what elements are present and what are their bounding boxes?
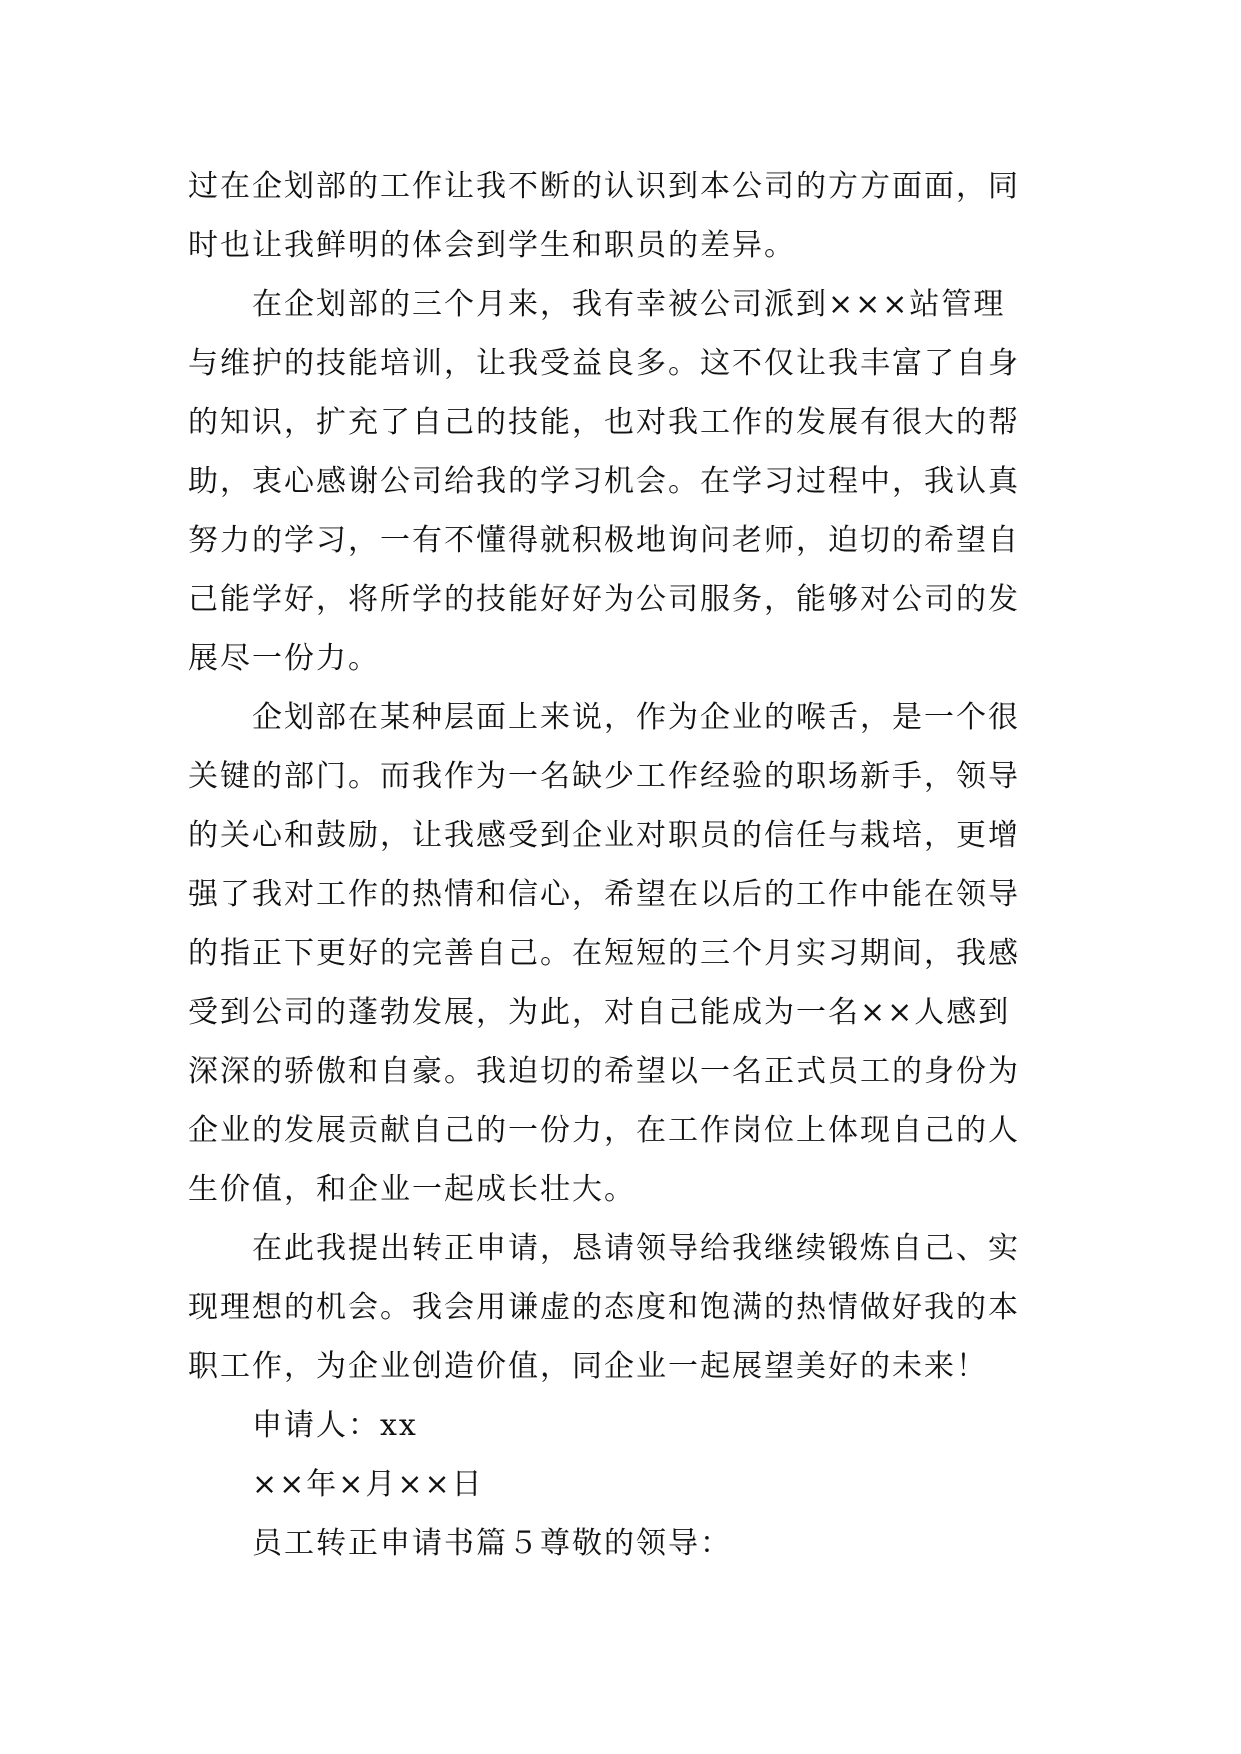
date-line: ××年×月××日 [252, 1467, 484, 1502]
paragraph-4 [188, 1219, 1058, 1396]
text-line: 企划部在某种层面上来说，作为企业的喉舌，是一个很 [252, 700, 1020, 735]
text-line: 企业的发展贡献自己的一份力，在工作岗位上体现自己的人 [188, 1113, 1020, 1148]
text-line: 的知识，扩充了自己的技能，也对我工作的发展有很大的帮 [188, 405, 1020, 440]
text-line: 与维护的技能培训，让我受益良多。这不仅让我丰富了自身 [188, 346, 1020, 381]
text-line: 己能学好，将所学的技能好好为公司服务，能够对公司的发 [188, 582, 1020, 617]
text-line: 关键的部门。而我作为一名缺少工作经验的职场新手，领导 [188, 759, 1020, 794]
next-section-heading: 员工转正申请书篇５尊敬的领导： [252, 1526, 732, 1561]
text-line: 现理想的机会。我会用谦虚的态度和饱满的热情做好我的本 [188, 1290, 1020, 1325]
text-line: 受到公司的蓬勃发展，为此，对自己能成为一名××人感到 [188, 995, 1011, 1030]
text-line: 助，衷心感谢公司给我的学习机会。在学习过程中，我认真 [188, 464, 1020, 499]
text-line: 时也让我鲜明的体会到学生和职员的差异。 [188, 228, 796, 263]
text-line: 努力的学习，一有不懂得就积极地询问老师，迫切的希望自 [188, 523, 1020, 558]
text-line: 生价值，和企业一起成长壮大。 [188, 1172, 636, 1207]
paragraph-1 [188, 157, 1058, 275]
letter-body [188, 157, 1058, 1573]
text-line: 强了我对工作的热情和信心，希望在以后的工作中能在领导 [188, 877, 1020, 912]
paragraph-3 [188, 688, 1058, 1219]
text-line: 展尽一份力。 [188, 641, 380, 676]
text-line: 深深的骄傲和自豪。我迫切的希望以一名正式员工的身份为 [188, 1054, 1020, 1089]
text-line: 在此我提出转正申请，恳请领导给我继续锻炼自己、实 [252, 1231, 1020, 1266]
applicant-line: 申请人：xx [252, 1408, 418, 1443]
paragraph-2 [188, 275, 1058, 688]
text-line: 在企划部的三个月来，我有幸被公司派到×××站管理 [252, 287, 1006, 322]
text-line: 过在企划部的工作让我不断的认识到本公司的方方面面，同 [188, 169, 1020, 204]
text-line: 的指正下更好的完善自己。在短短的三个月实习期间，我感 [188, 936, 1020, 971]
text-line: 职工作，为企业创造价值，同企业一起展望美好的未来！ [188, 1349, 988, 1384]
text-line: 的关心和鼓励，让我感受到企业对职员的信任与栽培，更增 [188, 818, 1020, 853]
